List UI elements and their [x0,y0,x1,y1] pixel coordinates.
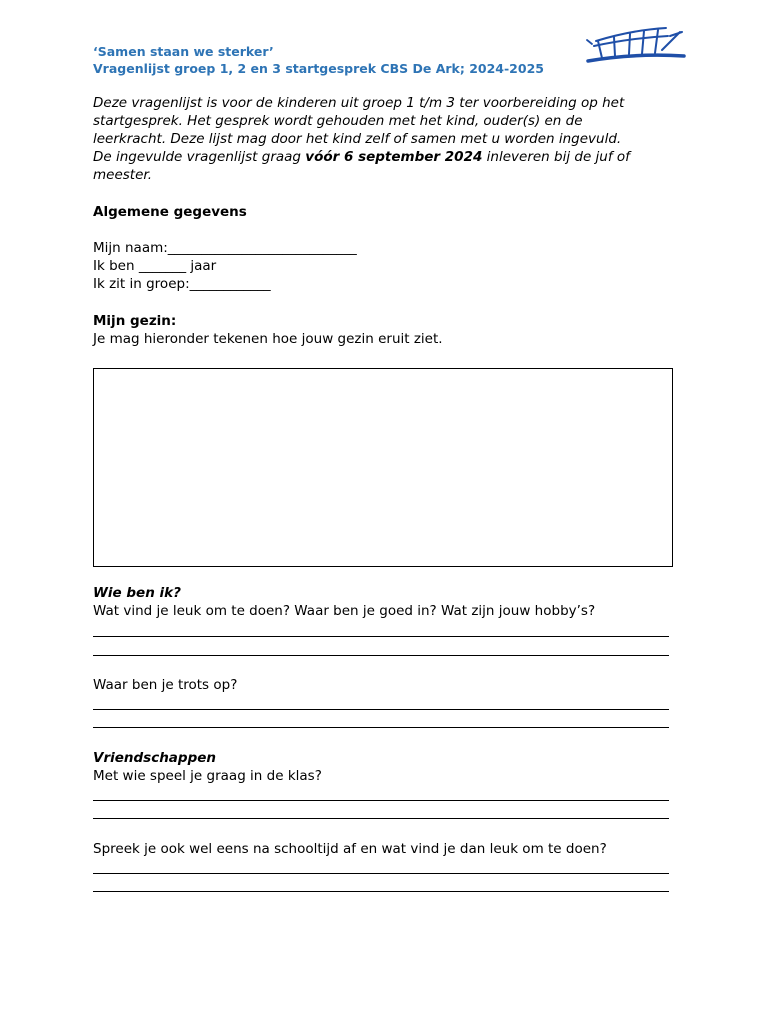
family-drawing-box[interactable] [93,368,673,567]
friends-question-class: Met wie speel je graag in de klas? [93,768,322,784]
age-field[interactable]: Ik ben _______ jaar [93,258,217,274]
intro-line-4-end: inleveren bij de juf of [482,149,630,165]
answer-line[interactable] [93,655,669,656]
who-question-proud: Waar ben je trots op? [93,677,238,693]
header-text [93,43,544,77]
intro-line-4 [93,148,630,166]
general-heading: Algemene gegevens [93,204,247,220]
header-motto: ‘Samen staan we sterker’ [93,44,274,59]
intro-line-1: Deze vragenlijst is voor de kinderen uit groep 1 t/m 3 ter voorbereiding op het [93,95,625,111]
family-instruction: Je mag hieronder tekenen hoe jouw gezin eruit ziet. [93,331,443,347]
answer-line[interactable] [93,636,669,637]
group-field[interactable]: Ik zit in groep:____________ [93,276,271,292]
header-title: Vragenlijst groep 1, 2 en 3 startgesprek CBS De Ark; 2024-2025 [93,61,544,76]
answer-line[interactable] [93,891,669,892]
intro-line-4-start: De ingevulde vragenlijst graag [93,149,306,165]
answer-line[interactable] [93,873,669,874]
intro-line-2: startgesprek. Het gesprek wordt gehouden met het kind, ouder(s) en de [93,113,583,129]
deadline-date: vóór 6 september 2024 [305,149,483,165]
intro-line-5: meester. [93,167,152,183]
intro-line-3: leerkracht. Deze lijst mag door het kind zelf of samen met u worden ingevuld. [93,131,622,147]
intro-paragraph [93,94,630,184]
answer-line[interactable] [93,818,669,819]
who-question-hobbies: Wat vind je leuk om te doen? Waar ben je goed in? Wat zijn jouw hobby’s? [93,603,596,619]
who-heading: Wie ben ik? [93,585,181,601]
answer-line[interactable] [93,800,669,801]
friends-heading: Vriendschappen [93,750,217,766]
answer-line[interactable] [93,727,669,728]
school-logo [584,20,688,72]
name-field[interactable]: Mijn naam:____________________________ [93,240,357,256]
family-heading: Mijn gezin: [93,313,177,329]
friends-question-afterschool: Spreek je ook wel eens na schooltijd af en wat vind je dan leuk om te doen? [93,841,607,857]
answer-line[interactable] [93,709,669,710]
